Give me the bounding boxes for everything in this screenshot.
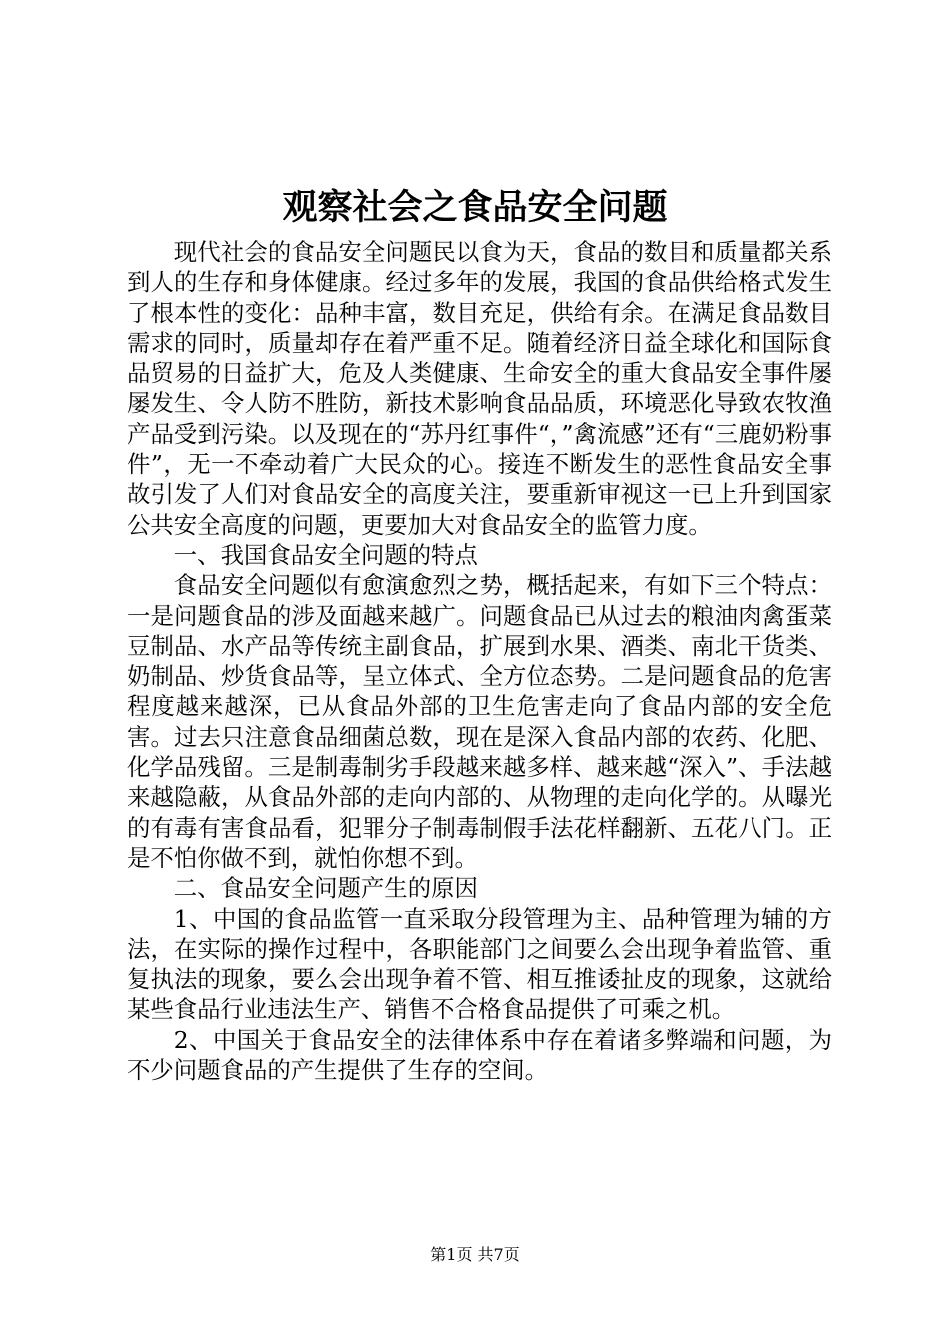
section-heading-causes: 二、食品安全问题产生的原因 (173, 874, 478, 903)
section-heading-features: 一、我国食品安全问题的特点 (173, 540, 478, 569)
paragraph-intro: 现代社会的食品安全问题民以食为天，食品的数目和质量都关系到人的生存和身体健康。经过多年的发展，我国的食品供给格式发生了根本性的变化：品种丰富，数目充足，供给有余。在满足食品数目需求的同时，质量却存在着严重不足。随着经济日益全球化和国际食品贸易的日益扩大，危及人类健康、生命安全的重大食品安全事件屡屡发生、令人防不胜防，新技术影响食品品质，环境恶化导致农牧渔产品受到污染。以及现在的“苏丹红事件“，”禽流感”还有“三鹿奶粉事件”，无一不牵动着广大民众的心。接连不断发生的恶性食品安全事故引发了人们对食品安全的高度关注，要重新审视这一已上升到国家公共安全高度的问题，更要加大对食品安全的监管力度。 (127, 238, 832, 539)
paragraph-cause-1: 1、中国的食品监管一直采取分段管理为主、品种管理为辅的方法，在实际的操作过程中，各职能部门之间要么会出现争着监管、重复执法的现象，要么会出现争着不管、相互推诿扯皮的现象，这就给某些食品行业违法生产、销售不合格食品提供了可乘之机。 (127, 904, 832, 1024)
document-title: 观察社会之食品安全问题 (282, 187, 668, 228)
page-number-footer: 第1页 共7页 (430, 1245, 520, 1264)
paragraph-features: 食品安全问题似有愈演愈烈之势，概括起来，有如下三个特点：一是问题食品的涉及面越来越广。问题食品已从过去的粮油肉禽蛋菜豆制品、水产品等传统主副食品，扩展到水果、酒类、南北干货类、奶制品、炒货食品等，呈立体式、全方位态势。二是问题食品的危害程度越来越深，已从食品外部的卫生危害走向了食品内部的安全危害。过去只注意食品细菌总数，现在是深入食品内部的农药、化肥、化学品残留。三是制毒制劣手段越来越多样、越来越“深入”、手法越来越隐蔽，从食品外部的走向内部的、从物理的走向化学的。从曝光的有毒有害食品看，犯罪分子制毒制假手法花样翻新、五花八门。正是不怕你做不到，就怕你想不到。 (127, 571, 832, 872)
document-body (127, 237, 832, 1085)
paragraph-cause-2: 2、中国关于食品安全的法律体系中存在着诸多弊端和问题，为不少问题食品的产生提供了生存的空间。 (127, 1025, 832, 1085)
